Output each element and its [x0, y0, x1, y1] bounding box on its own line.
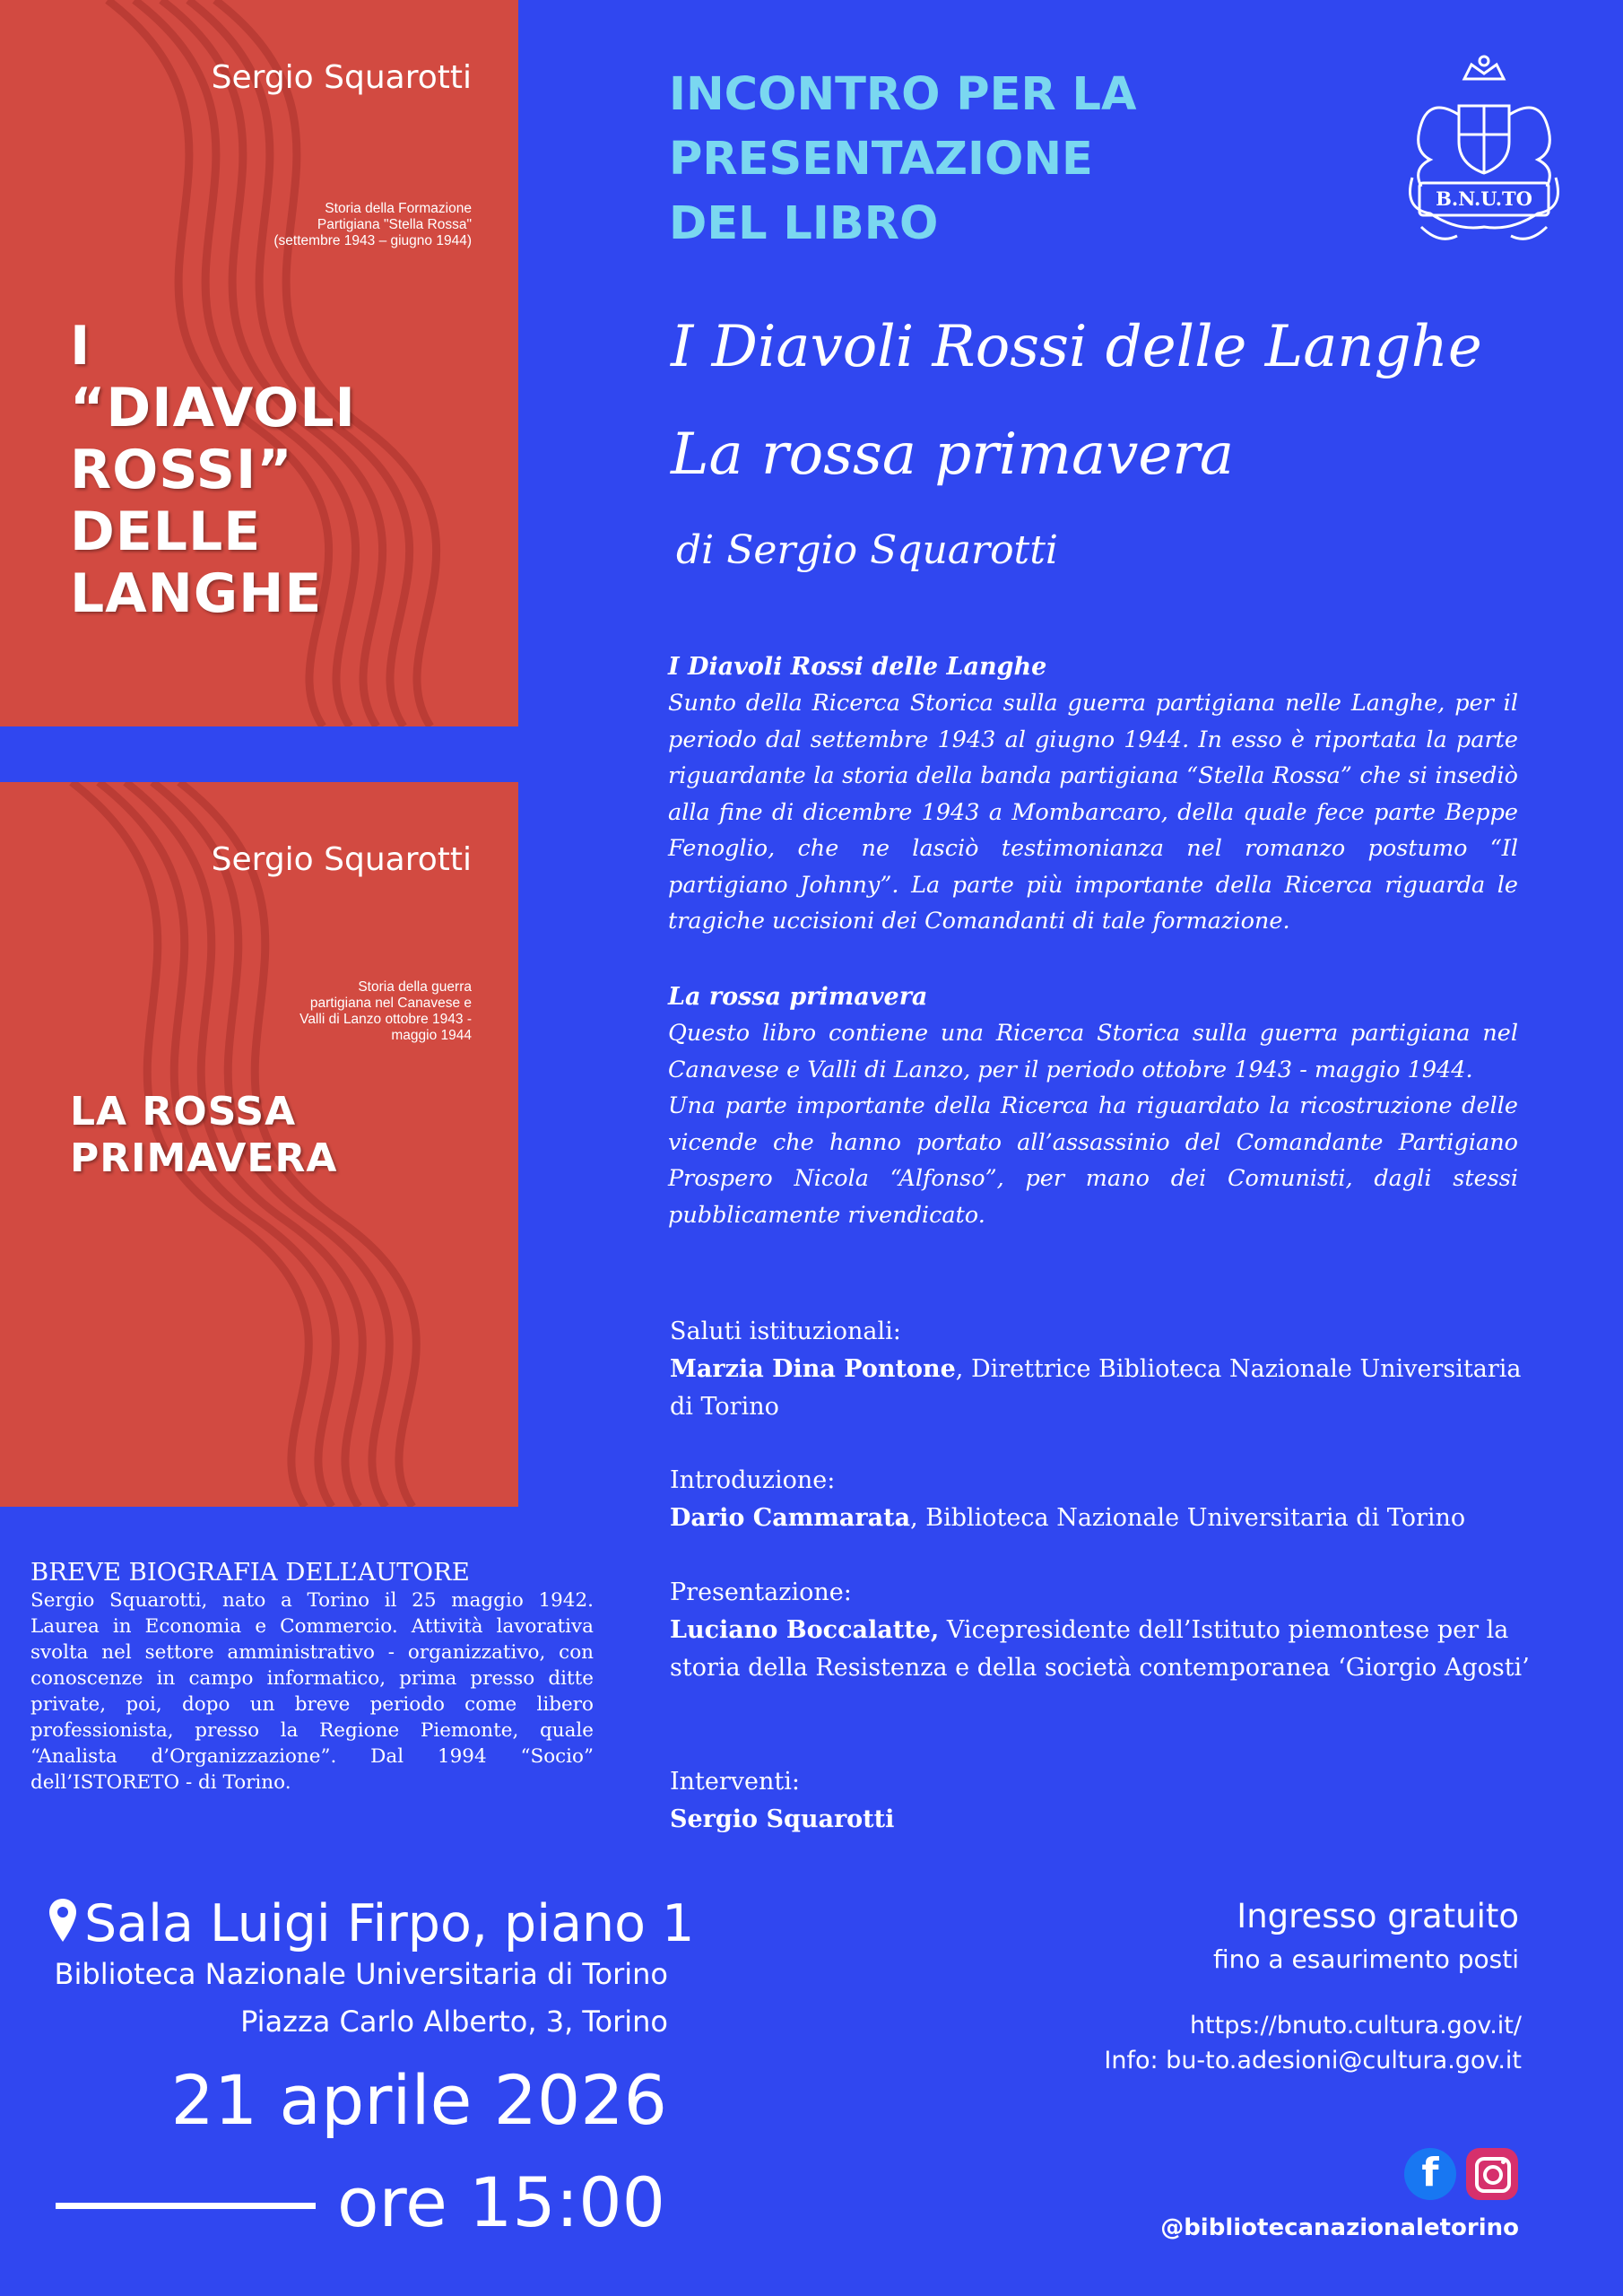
program-label: Saluti istituzionali: [670, 1318, 901, 1345]
biography-title: BREVE BIOGRAFIA DELL’AUTORE [30, 1558, 470, 1587]
info-email[interactable]: Info: bu-to.adesioni@cultura.gov.it [1104, 2047, 1522, 2074]
program-introduzione [670, 1462, 1531, 1537]
social-handle[interactable]: @bibliotecanazionaletorino [1160, 2214, 1519, 2241]
crest-icon [1394, 52, 1574, 249]
venue-library: Biblioteca Nazionale Universitaria di Torino [54, 1957, 668, 1991]
program-label: Introduzione: [670, 1466, 836, 1494]
program-name: Sergio Squarotti [670, 1805, 895, 1833]
program-presentazione [670, 1574, 1531, 1687]
program-saluti [670, 1313, 1531, 1426]
description-text: Sunto della Ricerca Storica sulla guerra partigiana nelle Langhe, per il periodo dal settembre 1943 al giugno 1944. In esso è riportata la parte riguardante la storia della banda partigiana “Stella Rossa” che si insediò alla fine di dicembre 1943 a Mombarcaro, della quale fece parte Beppe Fenoglio, che ne lasciò testimonianza nel romanzo postumo “Il partigiano Johnny”. La parte più importante della Ricerca riguarda le tragiche uccisioni dei Comandanti di tale formazione. [668, 690, 1518, 935]
biography-text: Sergio Squarotti, nato a Torino il 25 maggio 1942. Laurea in Economia e Commercio. Attività lavorativa svolta nel settore amministrativo - organizzativo, con conoscenze in campo informatico, prima presso ditte private, poi, dopo un breve periodo come libero professionista, presso la Regione Piemonte, quale “Analista d’Organizzazione”. Dal 1994 “Socio” dell’ISTORETO - di Torino. [30, 1589, 594, 1794]
description-title: La rossa primavera [668, 983, 928, 1011]
description-diavoli [668, 649, 1518, 940]
entry-note: fino a esaurimento posti [1213, 1944, 1519, 1974]
program-role: , Direttrice Biblioteca Nazionale Universitaria di Torino [670, 1355, 1522, 1421]
cover-subtitle: Storia della Formazione Partigiana "Stella Rossa" (settembre 1943 – giugno 1944) [273, 201, 472, 248]
time-divider-line [56, 2203, 316, 2209]
bnuto-logo [1394, 52, 1574, 249]
venue-address: Piazza Carlo Alberto, 3, Torino [240, 2005, 668, 2039]
entry-title: Ingresso gratuito [1237, 1897, 1519, 1935]
book-title-1: I Diavoli Rossi delle Langhe [671, 314, 1482, 380]
instagram-icon[interactable] [1466, 2148, 1518, 2200]
program-interventi [670, 1763, 1531, 1839]
program-label: Presentazione: [670, 1578, 852, 1606]
book-cover-diavoli-rossi [0, 0, 518, 726]
description-text: Questo libro contiene una Ricerca Storica sulla guerra partigiana nel Canavese e Valli di Lanzo, per il periodo ottobre 1943 - maggio 1944. [668, 1020, 1518, 1083]
cover-author: Sergio Squarotti [211, 841, 472, 878]
logo-text: B.N.U.TO [1436, 187, 1532, 210]
cover-title: LA ROSSA PRIMAVERA [70, 1089, 338, 1181]
website-link[interactable]: https://bnuto.cultura.gov.it/ [1189, 2012, 1522, 2039]
program-name: Luciano Boccalatte, [670, 1616, 940, 1644]
facebook-icon[interactable]: f [1404, 2148, 1456, 2200]
program-name: Marzia Dina Pontone [670, 1355, 956, 1383]
cover-title: I “DIAVOLI ROSSI” DELLE LANGHE [70, 315, 356, 625]
description-text: Una parte importante della Ricerca ha riguardato la ricostruzione delle vicende che hanno portato all’assassinio del Comandante Partigiano Prospero Nicola “Alfonso”, per mano dei Comunisti, dagli stessi pubblicamente rivendicato. [668, 1092, 1518, 1229]
book-title-2: La rossa primavera [671, 422, 1234, 488]
book-cover-rossa-primavera [0, 782, 518, 1507]
venue-room: Sala Luigi Firpo, piano 1 [84, 1894, 695, 1953]
event-time: ore 15:00 [337, 2162, 666, 2242]
program-role: , Biblioteca Nazionale Universitaria di Torino [910, 1504, 1466, 1532]
event-heading: INCONTRO PER LA PRESENTAZIONE DEL LIBRO [669, 68, 1137, 250]
program-name: Dario Cammarata [670, 1504, 911, 1532]
program-role: Vicepresidente dell’Istituto piemontese per la storia della Resistenza e della società contemporanea ‘Giorgio Agosti’ [670, 1616, 1530, 1682]
cover-subtitle: Storia della guerra partigiana nel Canavese e Valli di Lanzo ottobre 1943 - maggio 1944 [299, 979, 472, 1043]
event-date: 21 aprile 2026 [170, 2060, 667, 2140]
program-label: Interventi: [670, 1768, 800, 1796]
location-pin-icon [49, 1899, 76, 1944]
description-title: I Diavoli Rossi delle Langhe [668, 653, 1047, 681]
cover-author: Sergio Squarotti [211, 59, 472, 96]
book-author-line: di Sergio Squarotti [676, 527, 1058, 573]
description-primavera [668, 979, 1518, 1233]
author-biography [30, 1557, 594, 1796]
